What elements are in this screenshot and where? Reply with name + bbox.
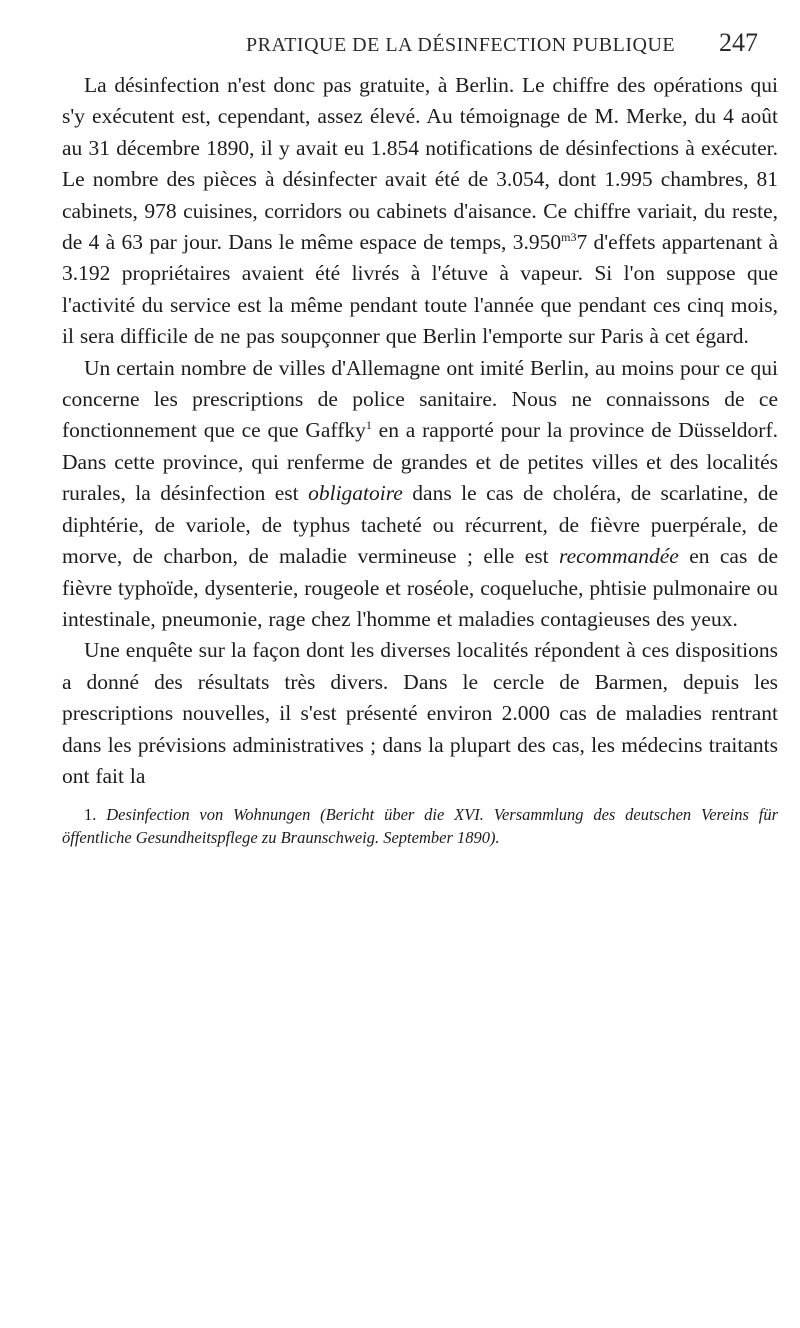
emphasis-recommandee: recommandée	[559, 544, 679, 569]
footnote	[62, 804, 778, 849]
body-text	[62, 70, 778, 792]
page	[62, 28, 778, 849]
paragraph	[62, 70, 778, 353]
paragraph-text: 7 d'effets appartenant à 3.192 propriétaires avaient été livrés à l'étuve à vapeur. Si l'on suppose que l'activité du service est la même pendant toute l'année que pendant ces cinq mois, il sera difficile de ne pas soupçonner que Berlin l'emporte sur Paris à cet égard.	[62, 230, 778, 349]
paragraph	[62, 635, 778, 792]
footnote-ref: 1	[365, 418, 372, 433]
running-title: PRATIQUE DE LA DÉSINFECTION PUBLIQUE	[246, 34, 676, 56]
paragraph	[62, 353, 778, 636]
paragraph-text: dans le cas de choléra, de scarlatine, de diphtérie, de variole, de typhus tacheté ou récurrent, de fièvre puerpérale, de morve, de charbon, de maladie vermineuse ; elle est	[62, 481, 778, 569]
footnotes	[62, 804, 778, 849]
paragraph-text: en cas de fièvre typhoïde, dysenterie, rougeole et roséole, coqueluche, phtisie pulmonaire ou intestinale, pneumonie, rage chez l'homme et maladies contagieuses des yeux.	[62, 544, 779, 631]
emphasis-obligatoire: obligatoire	[308, 481, 403, 506]
page-number: 247	[719, 28, 758, 57]
running-head	[62, 28, 778, 66]
footnote-number: 1.	[84, 805, 97, 825]
paragraph-text: en a rapporté pour la province de Düsseldorf. Dans cette province, qui renferme de grandes et de petites villes et des localités rurales, la désinfection est	[62, 418, 778, 506]
unit-superscript: m3	[561, 230, 577, 245]
paragraph-text: La désinfection n'est donc pas gratuite, à Berlin. Le chiffre des opérations qui s'y exécutent est, cependant, assez élevé. Au témoignage de M. Merke, du 4 août au 31 décembre 1890, il y avait eu 1.854 notifications de désinfections à exécuter. Le nombre des pièces à désinfecter avait été de 3.054, dont 1.995 chambres, 81 cabinets, 978 cuisines, corridors ou cabinets d'aisance. Ce chiffre variait, du reste, de 4 à 63 par jour. Dans le même espace de temps, 3.950	[62, 73, 778, 255]
paragraph-text: Un certain nombre de villes d'Allemagne ont imité Berlin, au moins pour ce qui concerne les prescriptions de police sanitaire. Nous ne connaissons de ce fonctionnement que ce que Gaffky	[62, 355, 778, 443]
paragraph-text: Une enquête sur la façon dont les diverses localités répondent à ces dispositions a donné des résultats très divers. Dans le cercle de Barmen, depuis les prescriptions nouvelles, il s'est présenté environ 2.000 cas de maladies rentrant dans les prévisions administratives ; dans la plupart des cas, les médecins traitants ont fait la	[62, 638, 778, 788]
footnote-text: Desinfection von Wohnungen (Bericht über die XVI. Versammlung des deutschen Vereins für öffentliche Gesundheitspflege zu Braunschweig. September 1890).	[62, 805, 779, 847]
